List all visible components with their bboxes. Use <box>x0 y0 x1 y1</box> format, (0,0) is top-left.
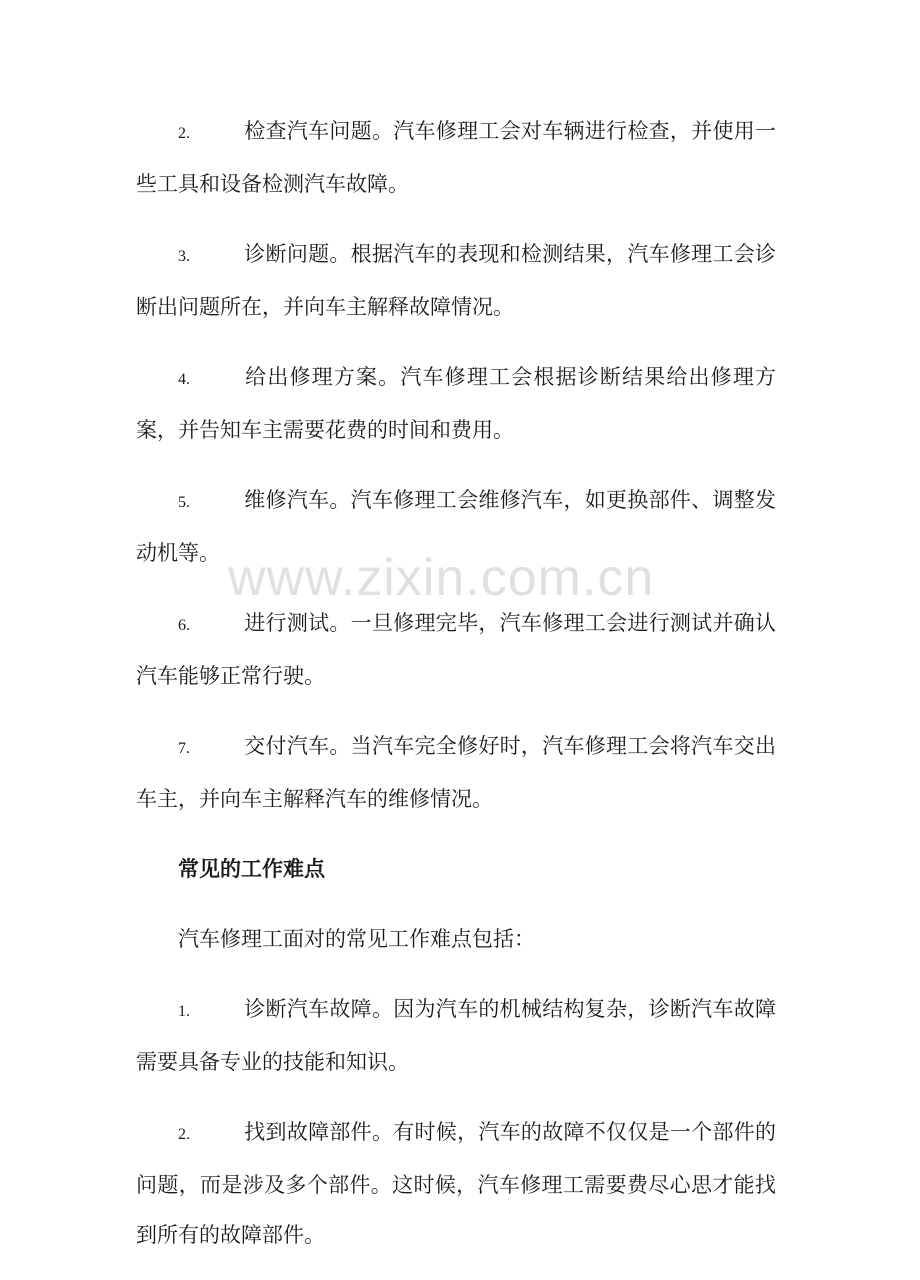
list-item-step-4 <box>136 352 776 455</box>
list-number: 4. <box>178 371 190 388</box>
list-text: 诊断问题。根据汽车的表现和检测结果，汽车修理工会诊断出问题所在，并向车主解释故障情况。 <box>136 242 776 319</box>
list-text: 进行测试。一旦修理完毕，汽车修理工会进行测试并确认汽车能够正常行驶。 <box>136 611 776 688</box>
list-item-step-2 <box>136 106 776 209</box>
list-number: 6. <box>178 617 190 634</box>
list-number: 1. <box>178 1003 190 1020</box>
watermark: www.zixin.com.cn <box>228 549 655 607</box>
list-text: 维修汽车。汽车修理工会维修汽车，如更换部件、调整发动机等。 <box>136 488 776 565</box>
list-item-difficulty-2 <box>136 1107 776 1260</box>
list-item-difficulty-1 <box>136 984 776 1087</box>
list-item-step-3 <box>136 229 776 332</box>
list-text: 诊断汽车故障。因为汽车的机械结构复杂，诊断汽车故障需要具备专业的技能和知识。 <box>136 997 776 1074</box>
list-number: 5. <box>178 494 190 511</box>
section-heading: 常见的工作难点 <box>178 857 325 881</box>
list-number: 3. <box>178 248 190 265</box>
list-number: 2. <box>178 1126 190 1143</box>
list-text: 找到故障部件。有时候，汽车的故障不仅仅是一个部件的问题，而是涉及多个部件。这时候，汽车修理工需要费尽心思才能找到所有的故障部件。 <box>136 1120 776 1247</box>
list-text: 交付汽车。当汽车完全修好时，汽车修理工会将汽车交出车主，并向车主解释汽车的维修情况。 <box>136 734 776 811</box>
list-number: 7. <box>178 740 190 757</box>
list-item-step-6 <box>136 598 776 701</box>
section-intro: 汽车修理工面对的常见工作难点包括： <box>178 927 535 951</box>
list-text: 检查汽车问题。汽车修理工会对车辆进行检查，并使用一些工具和设备检测汽车故障。 <box>136 119 776 196</box>
list-text: 给出修理方案。汽车修理工会根据诊断结果给出修理方案，并告知车主需要花费的时间和费用。 <box>136 365 776 442</box>
list-number: 2. <box>178 125 190 142</box>
document-body <box>136 106 776 1280</box>
list-item-step-7 <box>136 721 776 824</box>
